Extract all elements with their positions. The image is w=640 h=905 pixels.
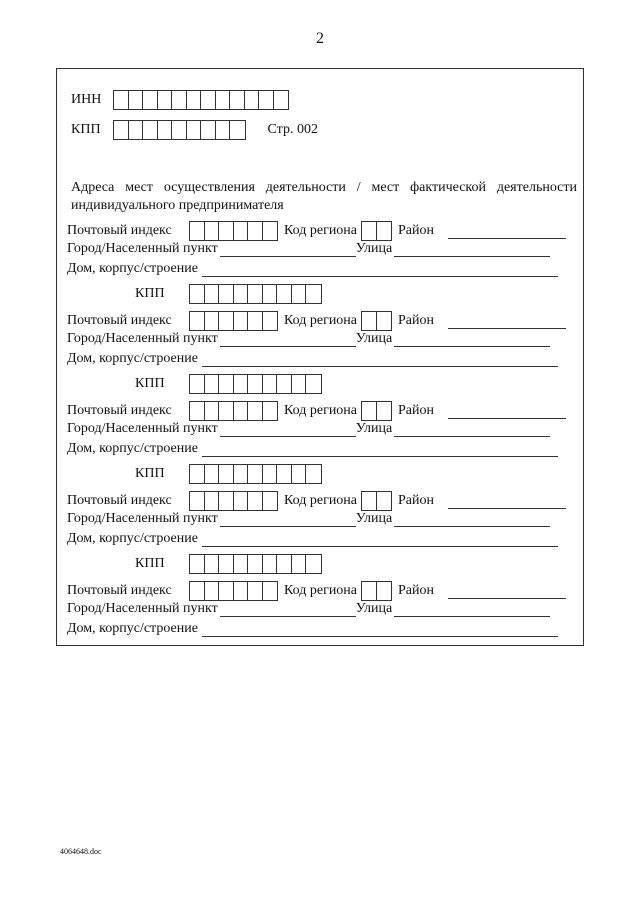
region-code-label-3: Код региона bbox=[284, 403, 358, 418]
street-field-2[interactable] bbox=[394, 332, 550, 347]
street-field-5[interactable] bbox=[394, 602, 550, 617]
district-label-5: Район bbox=[398, 583, 434, 598]
house-label-2: Дом, корпус/строение bbox=[67, 351, 198, 366]
city-label-2: Город/Населенный пункт bbox=[67, 331, 218, 346]
postal-index-label-5: Почтовый индекс bbox=[67, 583, 172, 598]
kpp-label: КПП bbox=[71, 122, 101, 137]
postal-index-label-3: Почтовый индекс bbox=[67, 403, 172, 418]
city-street-row-5 bbox=[67, 601, 550, 617]
postal-index-field[interactable] bbox=[189, 221, 278, 241]
region-code-field-4[interactable] bbox=[361, 491, 392, 511]
postal-row-4 bbox=[67, 491, 566, 511]
kpp-row-5 bbox=[135, 554, 322, 574]
address-section-title: Адреса мест осуществления деятельности / мест фактической деятельности индивидуального предпринимателя bbox=[71, 180, 577, 213]
district-field-3[interactable] bbox=[448, 404, 566, 419]
inn-field[interactable] bbox=[113, 90, 289, 110]
house-field-5[interactable] bbox=[202, 622, 558, 637]
city-field-2[interactable] bbox=[220, 332, 356, 347]
page-label: Стр. 002 bbox=[267, 122, 318, 137]
region-code-label-2: Код региона bbox=[284, 313, 358, 328]
district-field[interactable] bbox=[448, 224, 566, 239]
kpp-field-4[interactable] bbox=[189, 464, 322, 484]
city-label-5: Город/Населенный пункт bbox=[67, 601, 218, 616]
district-field-2[interactable] bbox=[448, 314, 566, 329]
city-label-3: Город/Населенный пункт bbox=[67, 421, 218, 436]
city-field-4[interactable] bbox=[220, 512, 356, 527]
city-street-row-4 bbox=[67, 511, 550, 527]
inn-row bbox=[71, 90, 289, 110]
street-field[interactable] bbox=[394, 242, 550, 257]
house-label-5: Дом, корпус/строение bbox=[67, 621, 198, 636]
house-row-4 bbox=[67, 531, 558, 547]
kpp-field-2[interactable] bbox=[189, 284, 322, 304]
kpp-row-2 bbox=[135, 284, 322, 304]
postal-index-field-3[interactable] bbox=[189, 401, 278, 421]
city-field-5[interactable] bbox=[220, 602, 356, 617]
region-code-field-3[interactable] bbox=[361, 401, 392, 421]
district-field-4[interactable] bbox=[448, 494, 566, 509]
document-id: 4064648.doc bbox=[60, 847, 102, 856]
region-code-field-2[interactable] bbox=[361, 311, 392, 331]
street-label-3: Улица bbox=[355, 421, 393, 436]
street-label-2: Улица bbox=[355, 331, 393, 346]
city-label: Город/Населенный пункт bbox=[67, 241, 218, 256]
house-label-4: Дом, корпус/строение bbox=[67, 531, 198, 546]
street-label-4: Улица bbox=[355, 511, 393, 526]
inn-label: ИНН bbox=[71, 92, 102, 107]
city-street-row-2 bbox=[67, 331, 550, 347]
street-field-4[interactable] bbox=[394, 512, 550, 527]
house-label: Дом, корпус/строение bbox=[67, 261, 198, 276]
district-label-4: Район bbox=[398, 493, 434, 508]
kpp-row-4 bbox=[135, 464, 322, 484]
page-number: 2 bbox=[316, 30, 324, 47]
postal-index-label: Почтовый индекс bbox=[67, 223, 172, 238]
district-field-5[interactable] bbox=[448, 584, 566, 599]
kpp-row-3 bbox=[135, 374, 322, 394]
city-label-4: Город/Населенный пункт bbox=[67, 511, 218, 526]
house-label-3: Дом, корпус/строение bbox=[67, 441, 198, 456]
city-field-3[interactable] bbox=[220, 422, 356, 437]
kpp-label-4: КПП bbox=[135, 466, 165, 481]
postal-row-5 bbox=[67, 581, 566, 601]
region-code-label-5: Код региона bbox=[284, 583, 358, 598]
kpp-row bbox=[71, 120, 318, 140]
house-row-3 bbox=[67, 441, 558, 457]
house-row-2 bbox=[67, 351, 558, 367]
postal-row-2 bbox=[67, 311, 566, 331]
house-field-3[interactable] bbox=[202, 442, 558, 457]
kpp-label-3: КПП bbox=[135, 376, 165, 391]
postal-index-label-4: Почтовый индекс bbox=[67, 493, 172, 508]
postal-row bbox=[67, 221, 566, 241]
kpp-field[interactable] bbox=[113, 120, 246, 140]
district-label-2: Район bbox=[398, 313, 434, 328]
postal-index-label-2: Почтовый индекс bbox=[67, 313, 172, 328]
district-label-3: Район bbox=[398, 403, 434, 418]
kpp-label-2: КПП bbox=[135, 286, 165, 301]
postal-index-field-2[interactable] bbox=[189, 311, 278, 331]
postal-index-field-5[interactable] bbox=[189, 581, 278, 601]
region-code-field[interactable] bbox=[361, 221, 392, 241]
city-street-row bbox=[67, 241, 550, 257]
street-label-5: Улица bbox=[355, 601, 393, 616]
region-code-label-4: Код региона bbox=[284, 493, 358, 508]
form-frame bbox=[56, 68, 584, 646]
street-label: Улица bbox=[355, 241, 393, 256]
postal-row-3 bbox=[67, 401, 566, 421]
house-field[interactable] bbox=[202, 262, 558, 277]
street-field-3[interactable] bbox=[394, 422, 550, 437]
house-row bbox=[67, 261, 558, 277]
kpp-field-5[interactable] bbox=[189, 554, 322, 574]
house-field-2[interactable] bbox=[202, 352, 558, 367]
region-code-label: Код региона bbox=[284, 223, 358, 238]
house-row-5 bbox=[67, 621, 558, 637]
house-field-4[interactable] bbox=[202, 532, 558, 547]
postal-index-field-4[interactable] bbox=[189, 491, 278, 511]
city-field[interactable] bbox=[220, 242, 356, 257]
kpp-label-5: КПП bbox=[135, 556, 165, 571]
region-code-field-5[interactable] bbox=[361, 581, 392, 601]
kpp-field-3[interactable] bbox=[189, 374, 322, 394]
district-label: Район bbox=[398, 223, 434, 238]
city-street-row-3 bbox=[67, 421, 550, 437]
